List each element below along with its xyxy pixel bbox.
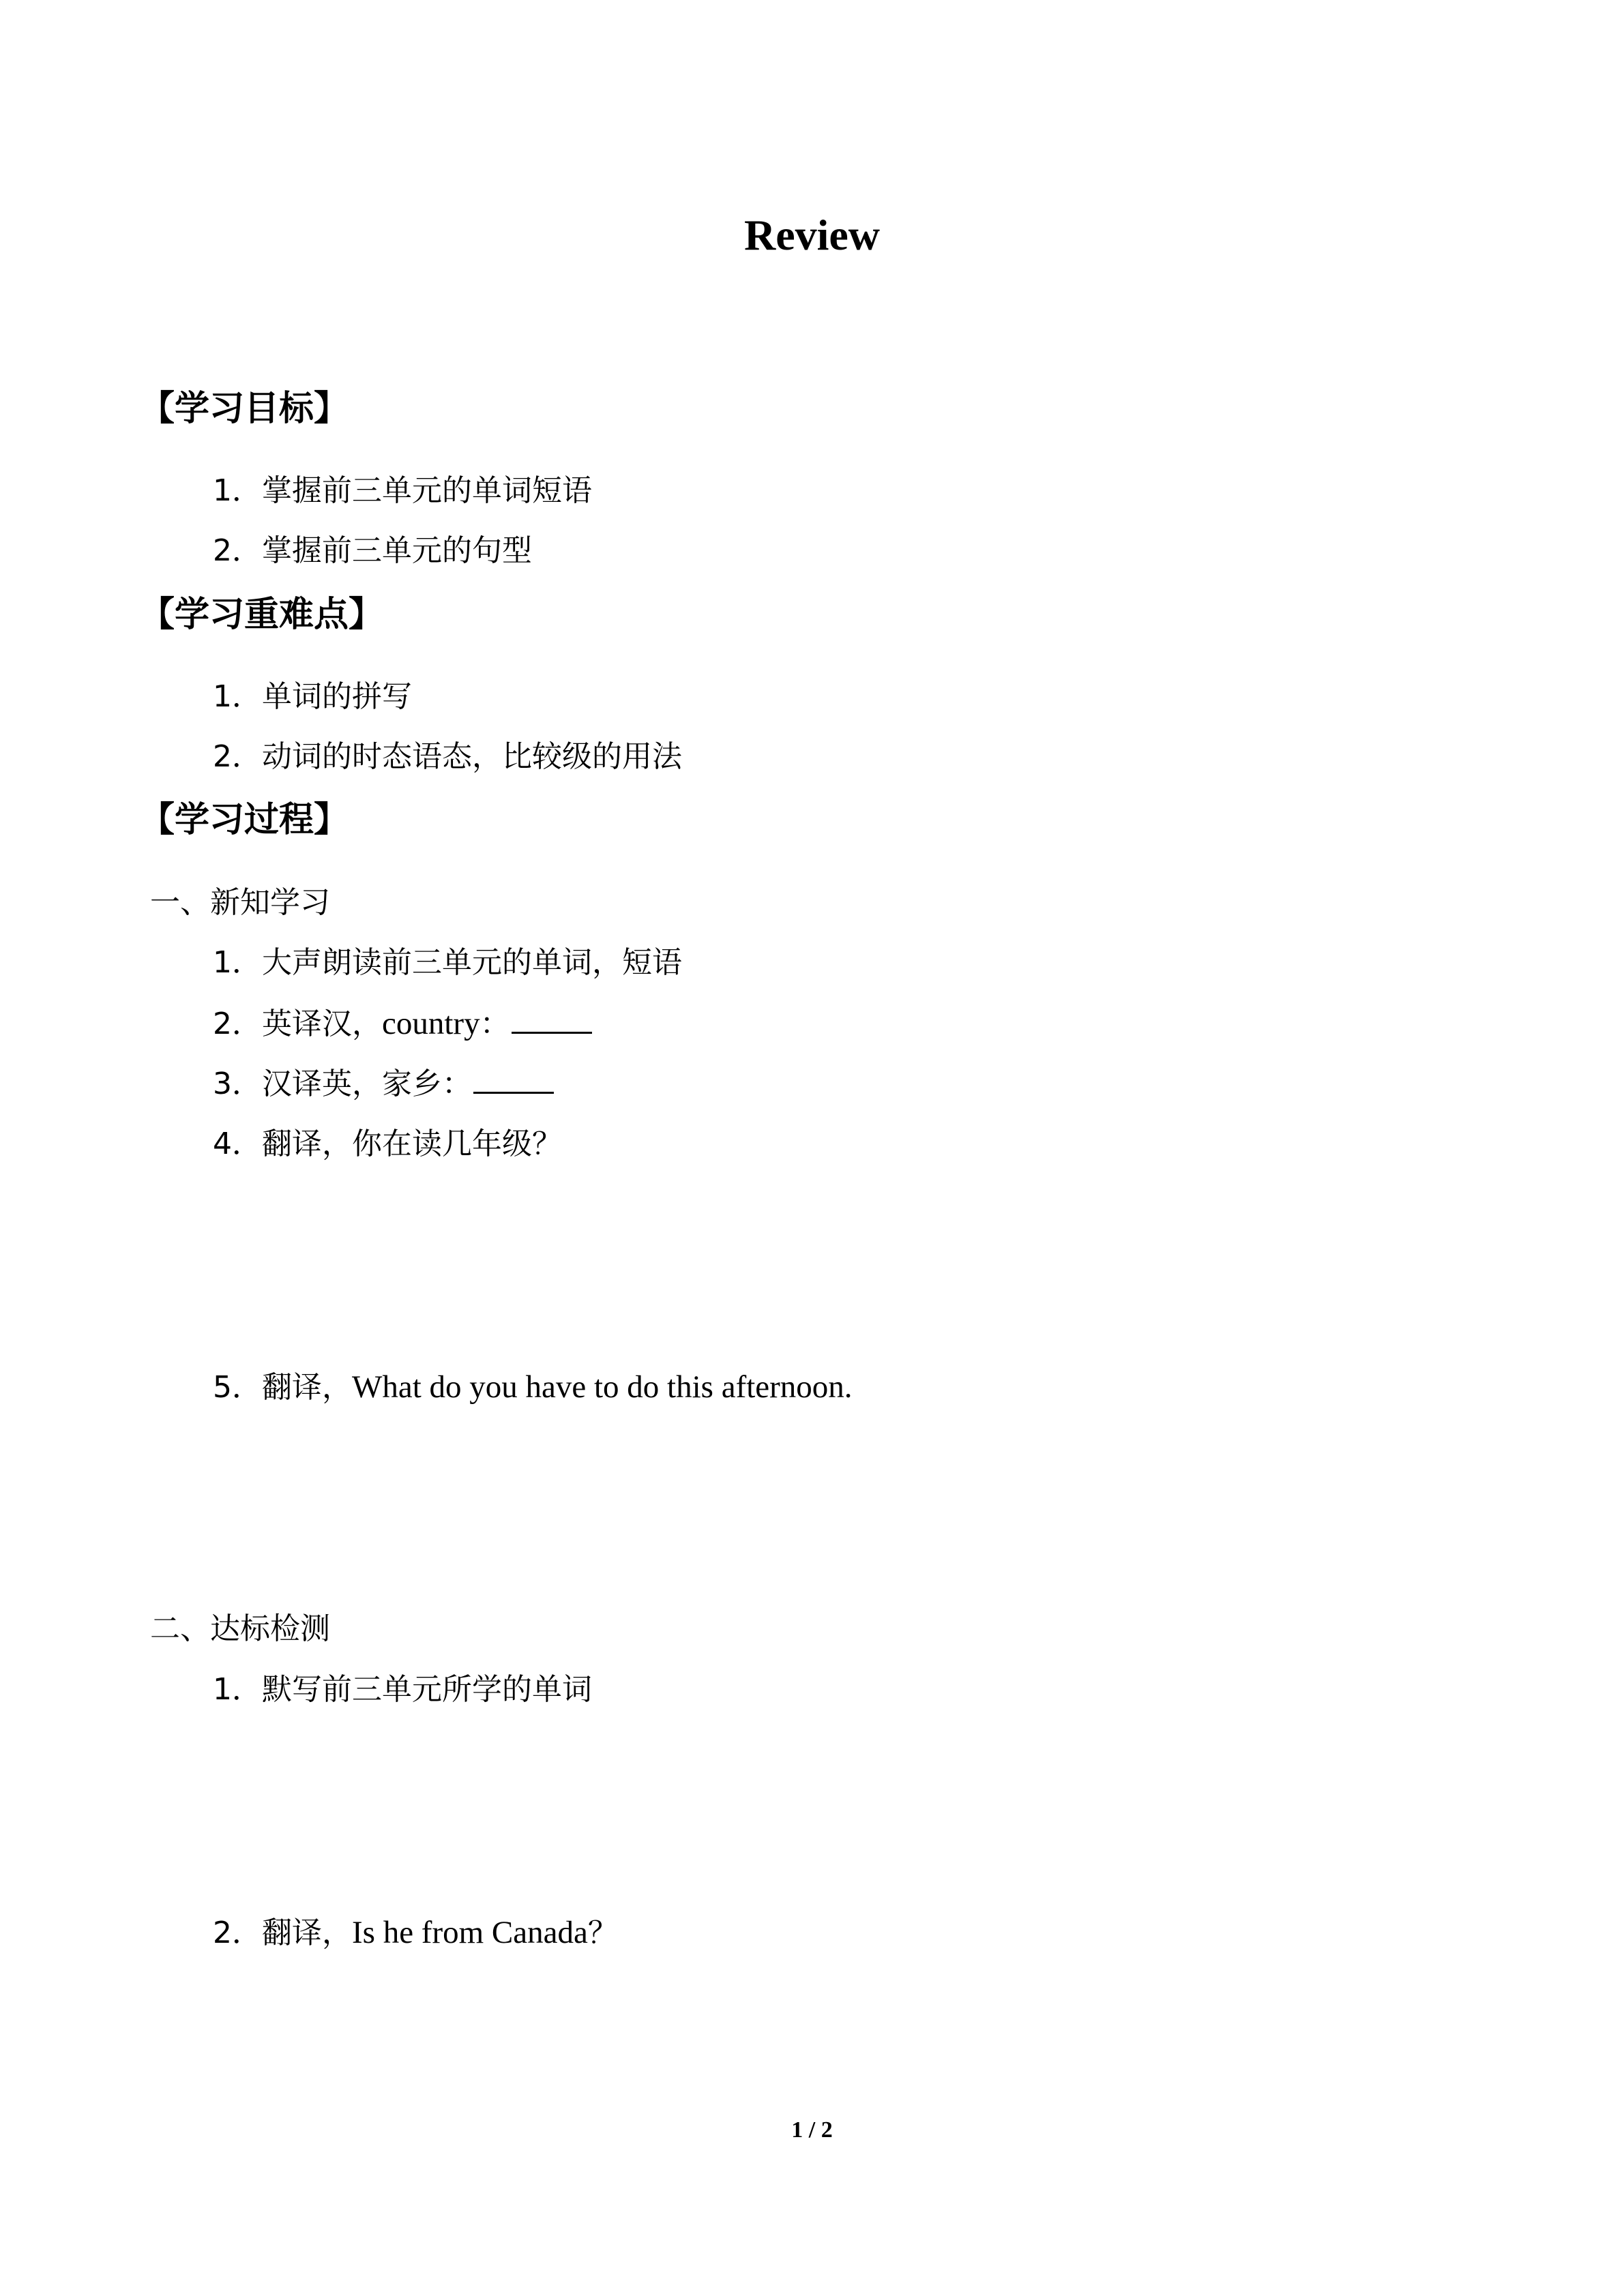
goal-item-2: 2．掌握前三单元的句型 (213, 533, 532, 568)
new-learning-item-2-prefix: 2．英译汉， (213, 1007, 382, 1041)
new-learning-item-5 (213, 1367, 853, 1408)
key-point-item-1: 1．单词的拼写 (213, 679, 412, 714)
section-heading-process: 【学习过程】 (140, 800, 349, 840)
new-learning-item-1: 1．大声朗读前三单元的单词，短语 (213, 945, 682, 980)
part-heading-new-learning: 一、新知学习 (150, 885, 330, 920)
new-learning-item-3-prefix: 3．汉译英，家乡： (213, 1067, 472, 1101)
goal-item-1: 1．掌握前三单元的单词短语 (213, 473, 592, 508)
new-learning-item-2-colon: ： (479, 1007, 510, 1041)
answer-blank (473, 1063, 554, 1094)
section-heading-goals: 【学习目标】 (140, 389, 349, 429)
new-learning-item-4: 4．翻译，你在读几年级？ (213, 1127, 562, 1161)
key-point-item-2: 2．动词的时态语态，比较级的用法 (213, 739, 682, 774)
test-item-1: 1．默写前三单元所学的单词 (213, 1672, 592, 1707)
test-item-2-sentence: Is he from Canada (352, 1915, 588, 1950)
new-learning-item-5-sentence: What do you have to do this afternoon. (352, 1369, 853, 1405)
test-item-2 (213, 1912, 618, 1954)
new-learning-item-3 (213, 1063, 554, 1105)
page-number: 1 / 2 (791, 2117, 833, 2143)
part-heading-test: 二、达标检测 (150, 1611, 330, 1646)
new-learning-item-5-prefix: 5．翻译， (213, 1370, 352, 1405)
test-item-2-suffix: ？ (587, 1915, 618, 1950)
answer-blank (512, 1003, 592, 1034)
test-item-2-prefix: 2．翻译， (213, 1915, 352, 1950)
new-learning-item-2 (213, 1003, 592, 1045)
section-heading-key-points: 【学习重难点】 (140, 595, 384, 635)
page-title: Review (743, 211, 881, 259)
new-learning-item-2-word: country (382, 1006, 480, 1041)
